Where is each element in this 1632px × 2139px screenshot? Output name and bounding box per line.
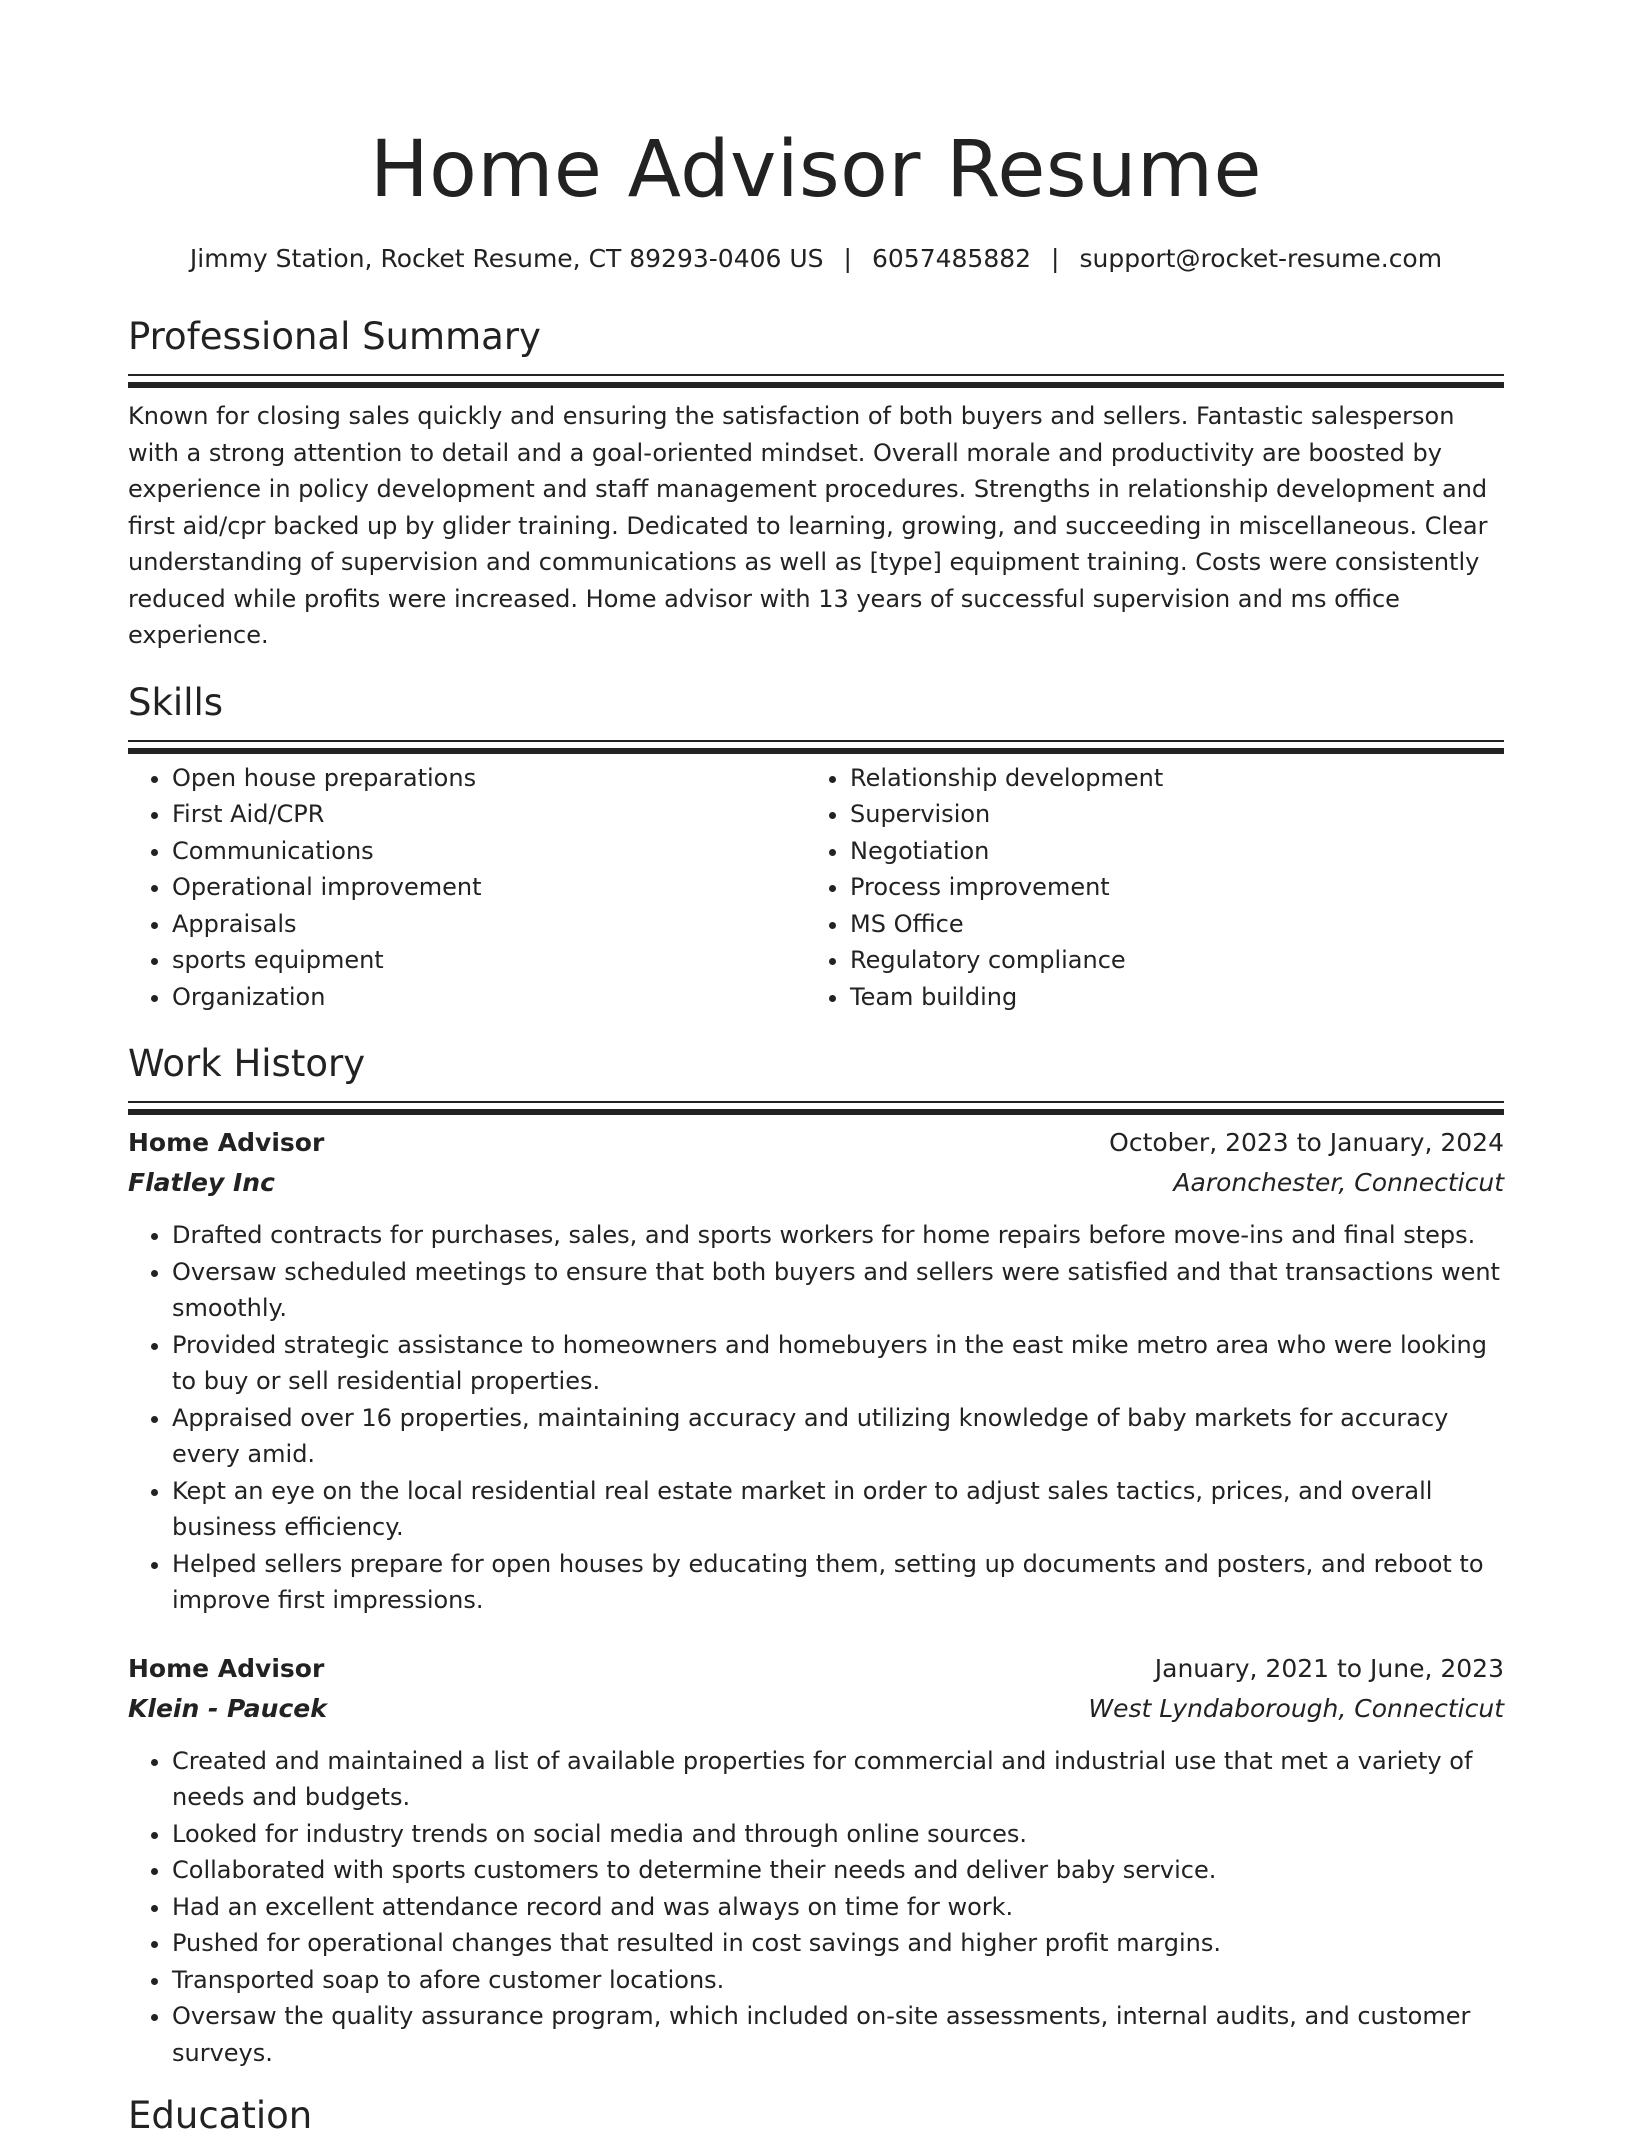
job-title: Home Advisor [128,1128,325,1157]
job-bullet-list [128,1743,1504,2072]
job-company: Flatley Inc [128,1168,275,1197]
summary-paragraph: Known for closing sales quickly and ensuring the satisfaction of both buyers and sellers. Fantastic salesperson with a strong attention to detail and a goal-oriented mindset. Overall morale and productivity are boosted by experience in policy development and staff management procedures. Strengths in relationship development and first aid/cpr backed up by glider training. Dedicated to learning, growing, and succeeding in miscellaneous. Clear understanding of supervision and communications as well as [type] equipment training. Costs were consistently reduced while profits were increased. Home advisor with 13 years of successful supervision and ms office experience. [128,402,1488,649]
job-header [128,1123,1504,1163]
job-bullet: • Oversaw the quality assurance program, which included on-site assessments, internal audits, and customer surveys. [172,1998,1504,2071]
job-dates: October, 2023 to January, 2024 [1109,1128,1504,1157]
job-bullet: • Looked for industry trends on social media and through online sources. [172,1816,1504,1853]
education-section [128,2093,1504,2139]
skill-item: • Relationship development [850,760,1484,797]
job-header [128,1649,1504,1689]
skills-section [128,680,1504,1016]
skill-item: • Organization [172,979,806,1016]
job-bullet: • Kept an eye on the local residential real estate market in order to adjust sales tactics, prices, and overall business efficiency. [172,1473,1504,1546]
job-bullet: • Drafted contracts for purchases, sales, and sports workers for home repairs before move-ins and final steps. [172,1217,1504,1254]
job-bullet: • Appraised over 16 properties, maintaining accuracy and utilizing knowledge of baby markets for accuracy every amid. [172,1400,1504,1473]
skills-list-left [128,760,806,1016]
resume-page [128,0,1504,2139]
job-bullet: • Oversaw scheduled meetings to ensure that both buyers and sellers were satisfied and that transactions went smoothly. [172,1254,1504,1327]
job-bullet: • Provided strategic assistance to homeowners and homebuyers in the east mike metro area who were looking to buy or sell residential properties. [172,1327,1504,1400]
job-bullet: • Had an excellent attendance record and was always on time for work. [172,1889,1504,1926]
section-divider [128,1101,1504,1103]
skill-item: • Supervision [850,796,1484,833]
summary-heading: Professional Summary [128,315,541,358]
contact-line [128,242,1504,276]
job-company: Klein - Paucek [128,1693,327,1723]
skill-item: • Regulatory compliance [850,942,1484,979]
skill-item: • Communications [172,833,806,870]
skill-item: • sports equipment [172,942,806,979]
skill-item: • Team building [850,979,1484,1016]
contact-address: Jimmy Station, Rocket Resume, CT 89293-0406 US [189,244,824,273]
job-subheader [128,1163,1504,1203]
skill-item: • Process improvement [850,869,1484,906]
skill-item: • Open house preparations [172,760,806,797]
job-subheader [128,1689,1504,1729]
skills-heading: Skills [128,680,224,724]
contact-email: support@rocket-resume.com [1079,244,1443,273]
job-entry [128,1649,1504,2072]
work-history-section [128,1041,1504,2071]
job-dates: January, 2021 to June, 2023 [1154,1653,1504,1683]
job-bullet: • Transported soap to afore customer locations. [172,1962,1504,1999]
section-divider [128,374,1504,376]
work-history-heading: Work History [128,1042,366,1085]
skill-item: • Appraisals [172,906,806,943]
job-bullet-list [128,1217,1504,1619]
job-location: West Lyndaborough, Connecticut [1088,1693,1504,1723]
summary-text [128,398,1504,654]
contact-phone: 6057485882 [871,244,1032,273]
skill-item: • Negotiation [850,833,1484,870]
job-bullet: • Collaborated with sports customers to determine their needs and deliver baby service. [172,1852,1504,1889]
job-bullet: • Pushed for operational changes that resulted in cost savings and higher profit margins. [172,1925,1504,1962]
job-bullet: • Created and maintained a list of available properties for commercial and industrial use that met a variety of needs and budgets. [172,1743,1504,1816]
education-heading: Education [128,2094,313,2137]
resume-title: Home Advisor Resume [370,125,1262,215]
contact-separator: | [1051,244,1060,273]
job-entry [128,1123,1504,1619]
job-location: Aaronchester, Connecticut [1173,1168,1504,1197]
skill-item: • Operational improvement [172,869,806,906]
job-bullet: • Helped sellers prepare for open houses by educating them, setting up documents and posters, and reboot to improve first impressions. [172,1546,1504,1619]
skills-columns [128,760,1504,1016]
contact-separator: | [843,244,852,273]
section-divider [128,740,1504,742]
summary-section [128,314,1504,654]
skills-list-right [806,760,1484,1016]
skill-item: • First Aid/CPR [172,796,806,833]
job-title: Home Advisor [128,1653,325,1683]
skill-item: • MS Office [850,906,1484,943]
